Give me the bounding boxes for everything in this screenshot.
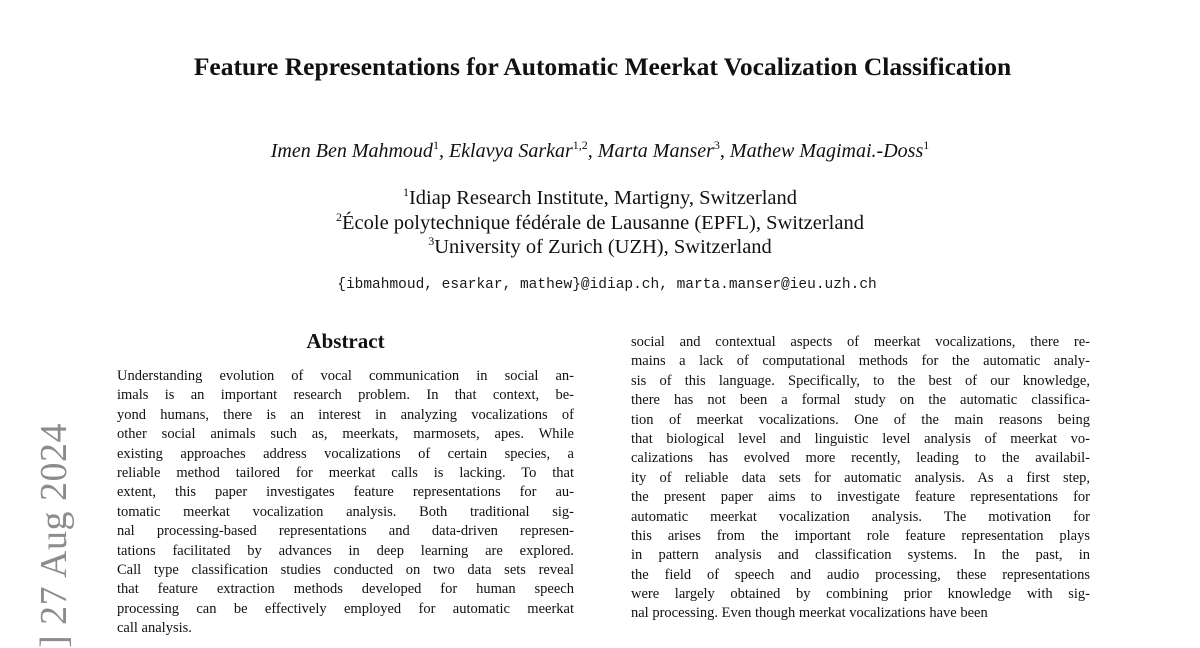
author-affil-marker: 1 [923,138,930,152]
text-line: tations facilitated by advances in deep learning are explored. [117,542,574,559]
text-line: extent, this paper investigates feature representations for au- [117,484,574,501]
text-line: this arises from the important role feature representation plays [631,527,1090,544]
author-affil-marker: 3 [713,138,720,152]
author-name: Imen Ben Mahmoud [270,140,433,162]
affiliation-text: University of Zurich (UZH), Switzerland [434,236,772,258]
abstract-heading: Abstract [306,329,385,353]
text-line: in pattern analysis and classification systems. In the past, in [631,547,1090,564]
text-line: social and contextual aspects of meerkat vocalizations, there re- [631,334,1090,350]
text-line: nal processing. Even though meerkat vocalizations have been [631,605,988,622]
arxiv-side-stamp: ] 27 Aug 2024 [33,423,75,648]
affiliation-marker: 1 [402,185,409,199]
affiliation [0,211,1200,236]
text-line: Call type classification studies conducted on two data sets reveal [117,561,574,578]
text-line: Understanding evolution of vocal communication in social an- [117,368,574,384]
author-name: Eklavya Sarkar [448,140,573,162]
paper-title: Feature Representations for Automatic Meerkat Vocalization Classification [193,52,1012,81]
text-line: tion of meerkat vocalizations. One of the main reasons being [631,411,1090,428]
affiliation [0,235,1200,260]
author-name: Marta Manser [597,140,714,162]
affiliation-text: École polytechnique fédérale de Lausanne (EPFL), Switzerland [342,211,864,234]
author-name: Mathew Magimai.-Doss [729,140,924,162]
intro-column-text [631,333,1090,624]
text-line: nal processing-based representations and data-driven represen- [117,523,574,540]
text-line: calizations has evolved more recently, leading to the availabil- [631,450,1090,467]
abstract-body [117,367,574,638]
text-line: the present paper aims to investigate feature representations for [631,489,1090,506]
text-line: the field of speech and audio processing, these representations [631,566,1090,583]
text-line: existing approaches address vocalizations of certain species, a [117,445,574,462]
author-list [0,137,1200,165]
author-separator: , [438,140,449,162]
text-line: yond humans, there is an interest in analyzing vocalizations of [117,406,574,423]
author-affil-marker: 1,2 [572,138,588,152]
text-line: there has not been a formal study on the automatic classifica- [631,392,1090,409]
text-line: mains a lack of computational methods for the automatic analy- [631,353,1090,370]
text-line: ity of reliable data sets for automatic analysis. As a first step, [631,469,1090,486]
text-line: sis of this language. Specifically, to the best of our knowledge, [631,372,1090,389]
affiliation-marker: 3 [428,234,435,248]
affiliation-text: Idiap Research Institute, Martigny, Switzerland [408,187,798,209]
text-line: imals is an important research problem. In that context, be- [117,387,574,404]
affiliation [0,186,1200,211]
affiliation-list [0,186,1200,260]
text-line: that feature extraction methods developed for human speech [117,581,574,598]
text-line: tomatic meerkat vocalization analysis. Both traditional sig- [117,503,574,520]
text-line: call analysis. [117,620,192,637]
text-line: were largely obtained by combining prior knowledge with sig- [631,586,1090,603]
author-separator: , [587,140,598,162]
author-separator: , [719,140,730,162]
affiliation-marker: 2 [336,209,342,224]
text-line: that biological level and linguistic level analysis of meerkat vo- [631,430,1090,447]
text-line: automatic meerkat vocalization analysis. The motivation for [631,508,1090,525]
author-emails: {ibmahmoud, esarkar, mathew}@idiap.ch, marta.manser@ieu.uzh.ch [337,277,877,293]
text-line: processing can be effectively employed for automatic meerkat [117,600,574,617]
text-line: other social animals such as, meerkats, marmosets, apes. While [117,426,574,443]
text-line: reliable method tailored for meerkat calls is lacking. To that [117,464,574,481]
author-affil-marker: 1 [432,138,439,152]
